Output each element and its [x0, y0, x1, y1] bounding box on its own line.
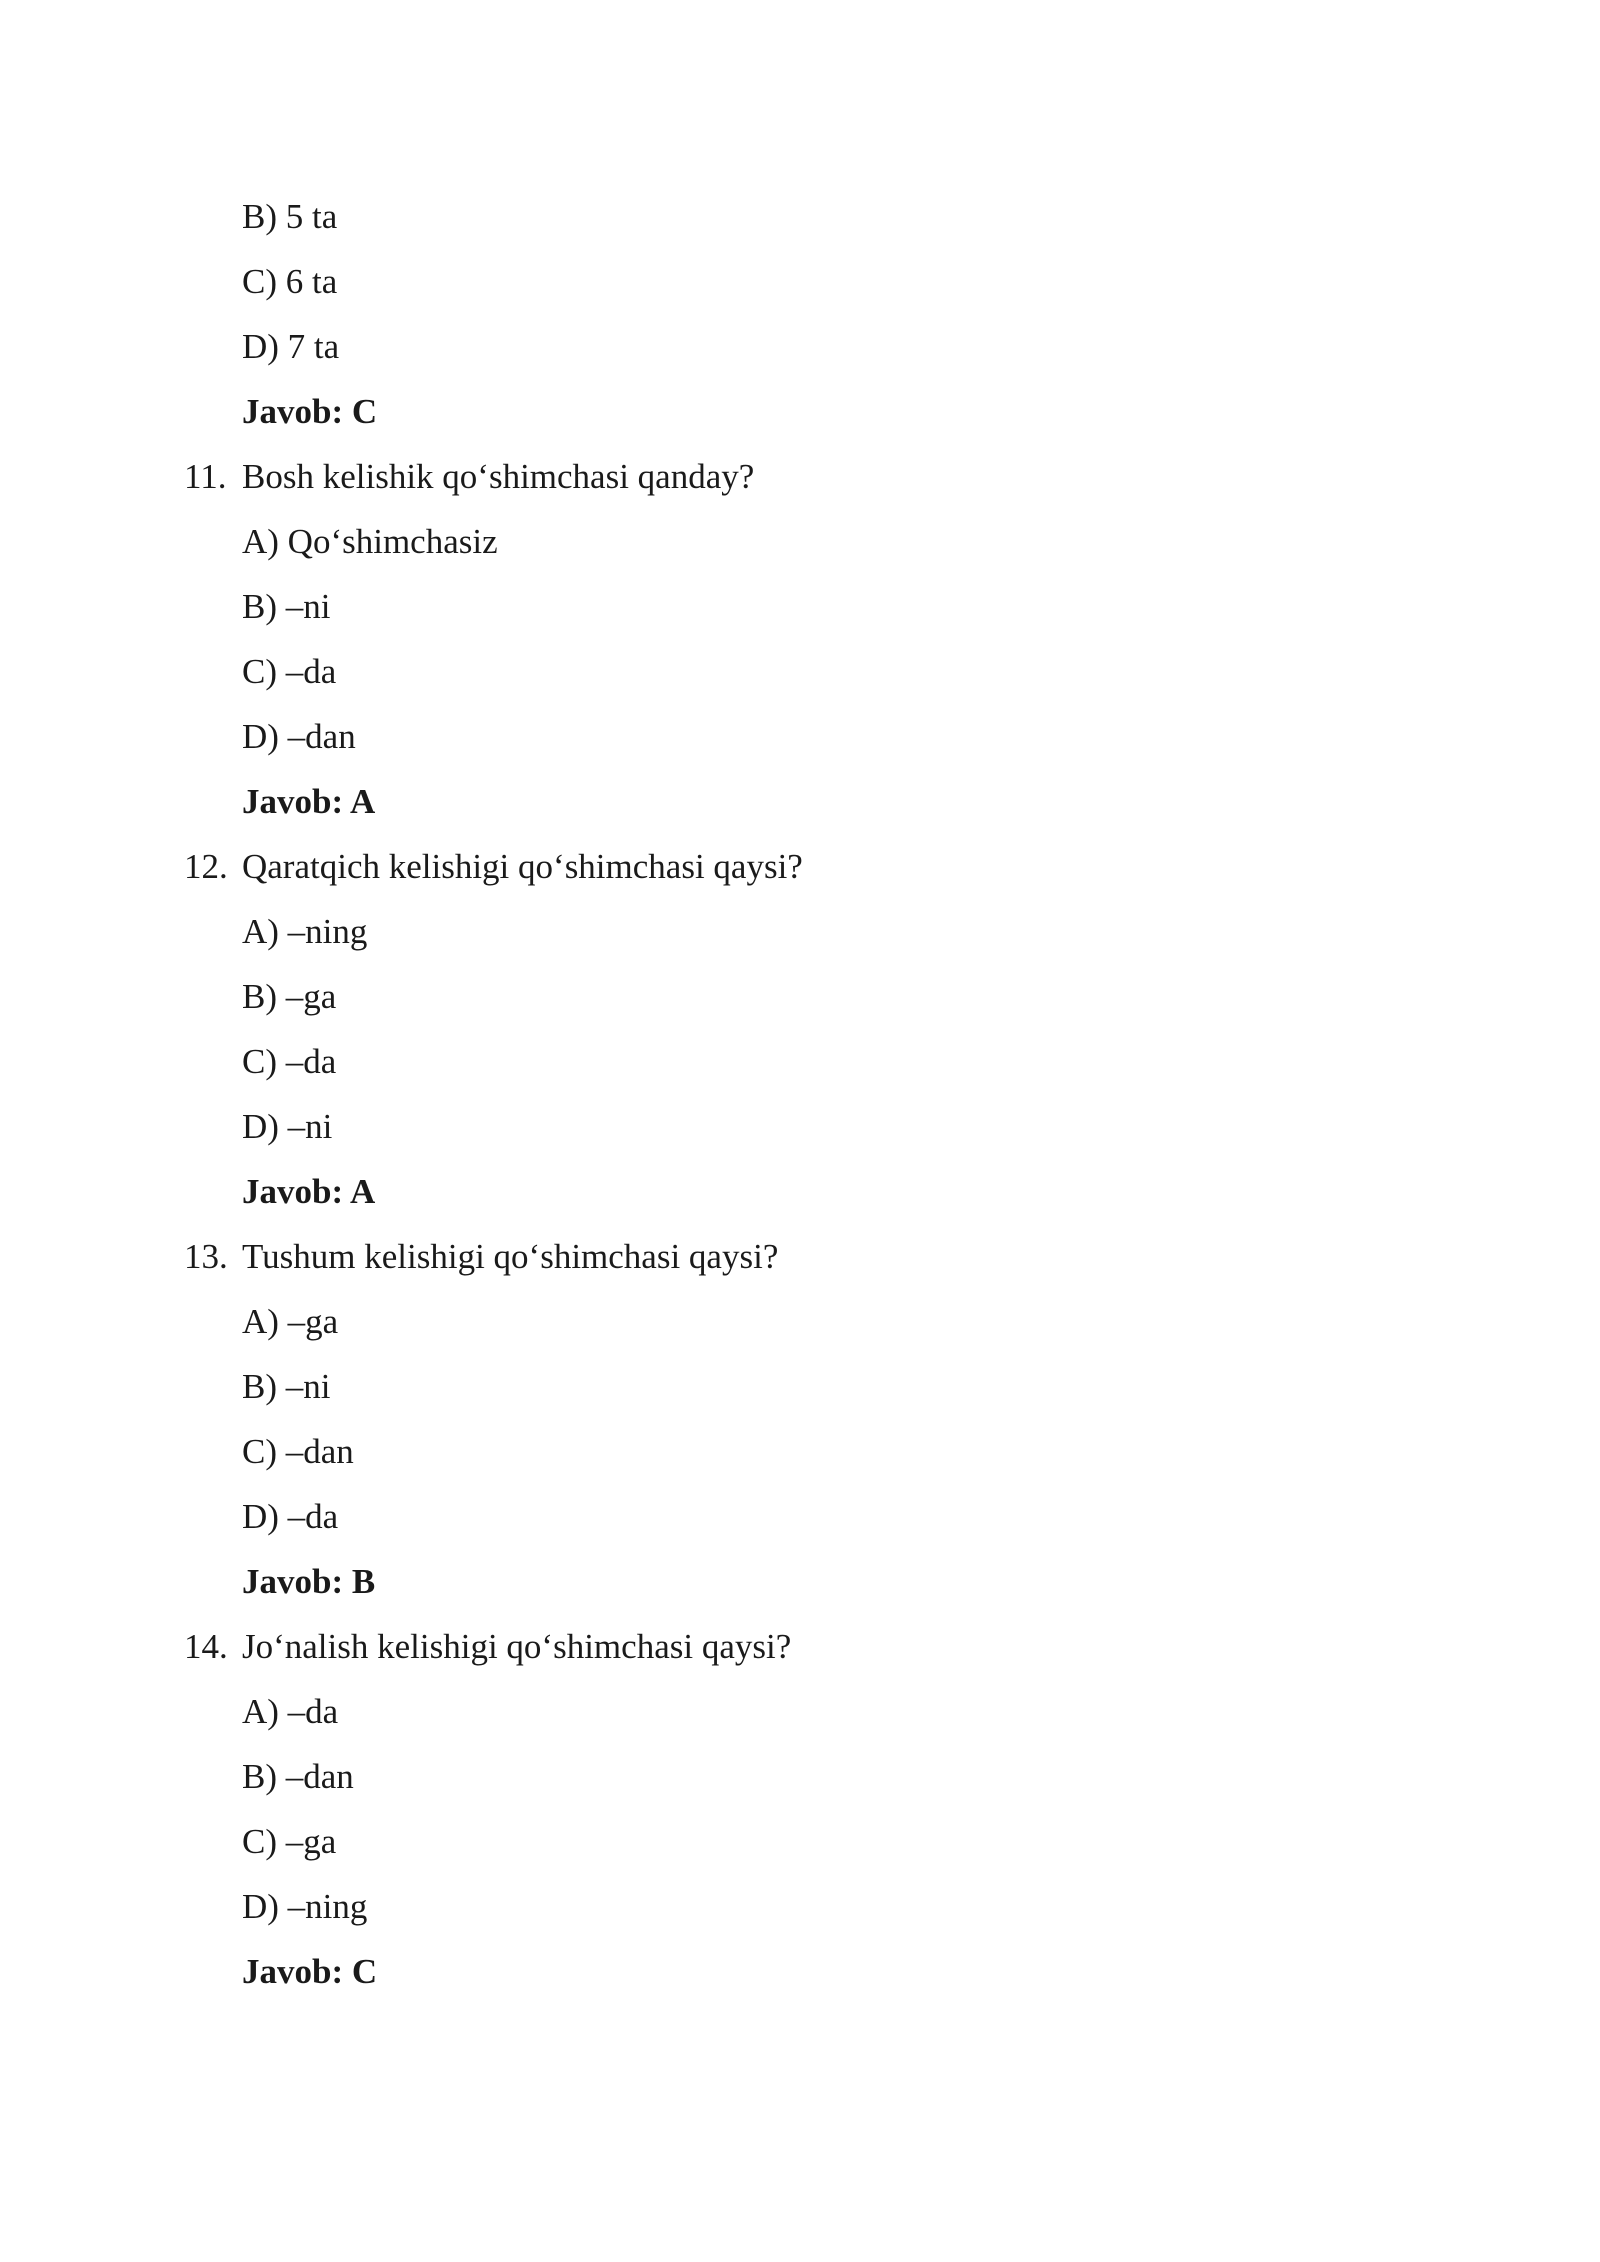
option-line [0, 1679, 1600, 1744]
option-line [0, 704, 1600, 769]
question-line [0, 444, 1600, 509]
option-text: B) –ga [242, 977, 337, 1016]
option-text: A) –da [242, 1692, 339, 1731]
option-line [0, 249, 1600, 314]
option-line [0, 509, 1600, 574]
answer-line [0, 769, 1600, 834]
question-line [0, 1614, 1600, 1679]
option-line [0, 1289, 1600, 1354]
option-line [0, 184, 1600, 249]
option-text: A) –ning [242, 912, 368, 951]
option-line [0, 964, 1600, 1029]
option-line [0, 1874, 1600, 1939]
question-text: Jo‘nalish kelishigi qo‘shimchasi qaysi? [242, 1627, 792, 1666]
question-line [0, 834, 1600, 899]
answer-text: Javob: B [242, 1562, 376, 1601]
option-text: D) –ni [242, 1107, 333, 1146]
option-text: C) –da [242, 1042, 337, 1081]
answer-text: Javob: A [242, 1172, 376, 1211]
option-line [0, 1029, 1600, 1094]
question-text: Tushum kelishigi qo‘shimchasi qaysi? [242, 1237, 779, 1276]
answer-line [0, 1939, 1600, 2004]
option-line [0, 1419, 1600, 1484]
option-text: B) 5 ta [242, 197, 338, 236]
option-text: C) –dan [242, 1432, 354, 1471]
option-text: B) –ni [242, 1367, 331, 1406]
option-text: A) Qo‘shimchasiz [242, 522, 498, 561]
answer-text: Javob: C [242, 392, 378, 431]
option-line [0, 574, 1600, 639]
answer-line [0, 1159, 1600, 1224]
question-text: Qaratqich kelishigi qo‘shimchasi qaysi? [242, 847, 803, 886]
answer-text: Javob: A [242, 782, 376, 821]
option-text: C) –da [242, 652, 337, 691]
answer-line [0, 379, 1600, 444]
option-text: C) –ga [242, 1822, 337, 1861]
question-number: 12. [184, 847, 228, 886]
option-text: C) 6 ta [242, 262, 338, 301]
option-text: B) –dan [242, 1757, 354, 1796]
option-text: D) 7 ta [242, 327, 340, 366]
option-text: B) –ni [242, 587, 331, 626]
answer-line [0, 1549, 1600, 1614]
option-text: D) –ning [242, 1887, 368, 1926]
option-line [0, 1744, 1600, 1809]
option-line [0, 314, 1600, 379]
option-line [0, 1809, 1600, 1874]
option-line [0, 639, 1600, 704]
question-number: 14. [184, 1627, 228, 1666]
question-line [0, 1224, 1600, 1289]
question-number: 11. [184, 457, 227, 496]
option-line [0, 1094, 1600, 1159]
option-text: D) –dan [242, 717, 356, 756]
question-number: 13. [184, 1237, 228, 1276]
option-line [0, 1354, 1600, 1419]
question-text: Bosh kelishik qo‘shimchasi qanday? [242, 457, 755, 496]
option-line [0, 1484, 1600, 1549]
answer-text: Javob: C [242, 1952, 378, 1991]
option-text: D) –da [242, 1497, 339, 1536]
option-text: A) –ga [242, 1302, 339, 1341]
option-line [0, 899, 1600, 964]
